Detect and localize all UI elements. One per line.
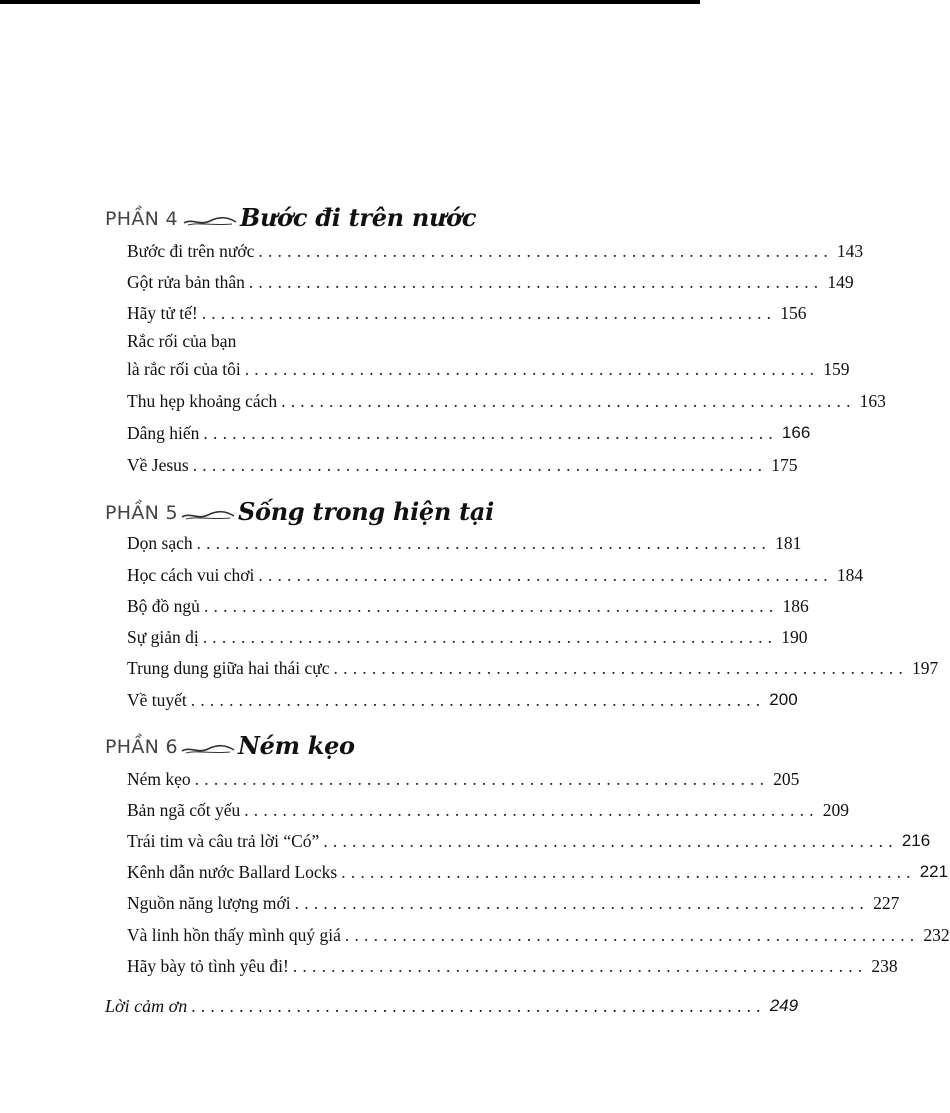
entry-page: 149 [827, 272, 854, 292]
entry-title: Bộ đồ ngủ [127, 596, 200, 616]
swash-ornament-icon [180, 508, 236, 522]
toc-entry[interactable] [127, 857, 949, 883]
part-label: PHẦN 4 [105, 208, 178, 230]
entry-page: 166 [781, 423, 811, 442]
entry-page: 181 [775, 533, 802, 553]
swash-ornament-icon [182, 214, 238, 228]
entry-title: Bản ngã cốt yếu [127, 800, 241, 820]
part-label: PHẦN 6 [105, 736, 178, 758]
entry-page: 238 [871, 956, 898, 976]
entry-page: 190 [781, 627, 808, 647]
entry-page: 221 [919, 862, 949, 881]
dot-leader: ............................................................ [201, 303, 777, 323]
entry-title: Thu hẹp khoảng cách [127, 391, 278, 411]
entry-page: 227 [873, 893, 900, 913]
entry-title: Ném kẹo [127, 769, 191, 789]
entry-title: Học cách vui chơi [127, 565, 255, 585]
toc-entry[interactable] [127, 560, 864, 586]
dot-leader: ............................................................ [294, 893, 870, 913]
dot-leader: ............................................................ [258, 565, 833, 585]
entry-page: 163 [859, 391, 886, 411]
entry-page: 232 [923, 925, 950, 945]
entry-page: 156 [780, 303, 807, 323]
entry-title: Bước đi trên nước [127, 241, 255, 261]
toc-entry[interactable] [127, 418, 811, 444]
entry-title: Và linh hồn thấy mình quý giá [127, 925, 341, 945]
toc-entry[interactable] [127, 653, 939, 679]
dot-leader: ............................................................ [281, 391, 856, 411]
toc-entry[interactable] [127, 888, 900, 914]
entry-page: 197 [912, 658, 939, 678]
dot-leader: ............................................................ [244, 359, 820, 379]
entry-title: Dọn sạch [127, 533, 193, 553]
part-title: Sống trong hiện tại [238, 497, 494, 526]
entry-page: 159 [823, 359, 850, 379]
entry-page: 186 [782, 596, 809, 616]
part-label: PHẦN 5 [105, 502, 178, 524]
part-heading [105, 196, 585, 232]
swash-ornament-icon [180, 742, 236, 756]
dot-leader: ............................................................ [344, 925, 920, 945]
toc-entry[interactable] [127, 528, 802, 554]
entry-title: Sự giản dị [127, 627, 199, 647]
toc-entry[interactable] [127, 826, 931, 852]
entry-title: Kênh dẫn nước Ballard Locks [127, 862, 338, 882]
dot-leader: ............................................................ [202, 627, 778, 647]
entry-title: Trung dung giữa hai thái cực [127, 658, 330, 678]
dot-leader: ............................................................ [248, 272, 824, 292]
entry-page: 200 [769, 690, 798, 709]
toc-entry[interactable] [127, 298, 807, 324]
entry-title: Nguồn năng lượng mới [127, 893, 291, 913]
part-heading [105, 490, 585, 526]
toc-entry[interactable] [127, 386, 886, 412]
entry-title: Lời cảm ơn [105, 996, 188, 1016]
part-title: Bước đi trên nước [240, 203, 477, 232]
toc-entry[interactable] [127, 622, 808, 648]
entry-title: Về tuyết [127, 690, 187, 710]
toc-entry[interactable] [127, 330, 850, 380]
toc-entry[interactable] [127, 236, 864, 262]
toc-entry[interactable] [127, 920, 950, 946]
dot-leader: ............................................................ [341, 862, 916, 882]
toc-entry[interactable] [127, 795, 849, 821]
dot-leader: ............................................................ [244, 800, 819, 820]
entry-page: 209 [822, 800, 849, 820]
toc-entry[interactable] [127, 267, 854, 293]
dot-leader: ............................................................ [196, 533, 772, 553]
entry-page: 216 [901, 831, 931, 850]
entry-title: là rắc rối của tôi [127, 359, 241, 379]
dot-leader: ............................................................ [203, 596, 779, 616]
entry-title: Hãy bày tỏ tình yêu đi! [127, 956, 289, 976]
entry-page: 184 [836, 565, 864, 585]
part-title: Ném kẹo [238, 731, 355, 760]
entry-title: Trái tim và câu trả lời “Có” [127, 831, 320, 851]
dot-leader: ............................................................ [190, 690, 766, 710]
entry-title: Hãy tử tế! [127, 303, 198, 323]
entry-page: 205 [773, 769, 800, 789]
dot-leader: ............................................................ [203, 423, 778, 443]
dot-leader: ............................................................ [192, 455, 768, 475]
toc-entry[interactable] [127, 450, 798, 476]
dot-leader: ............................................................ [258, 241, 833, 261]
entry-title: Dâng hiến [127, 423, 200, 443]
entry-title: Gột rửa bản thân [127, 272, 245, 292]
toc-entry-acknowledgements[interactable] [105, 991, 799, 1017]
dot-leader: ............................................................ [191, 996, 766, 1016]
entry-page: 143 [836, 241, 864, 261]
dot-leader: ............................................................ [323, 831, 898, 851]
dot-leader: ............................................................ [292, 956, 868, 976]
entry-title: Về Jesus [127, 455, 189, 475]
entry-title-line1: Rắc rối của bạn [127, 331, 237, 351]
toc-entry[interactable] [127, 764, 800, 790]
entry-page: 249 [769, 996, 799, 1015]
entry-page: 175 [771, 455, 798, 475]
dot-leader: ............................................................ [333, 658, 909, 678]
toc-entry[interactable] [127, 685, 798, 711]
part-heading [105, 724, 585, 760]
dot-leader: ............................................................ [194, 769, 770, 789]
toc-entry[interactable] [127, 951, 898, 977]
toc-entry[interactable] [127, 591, 809, 617]
